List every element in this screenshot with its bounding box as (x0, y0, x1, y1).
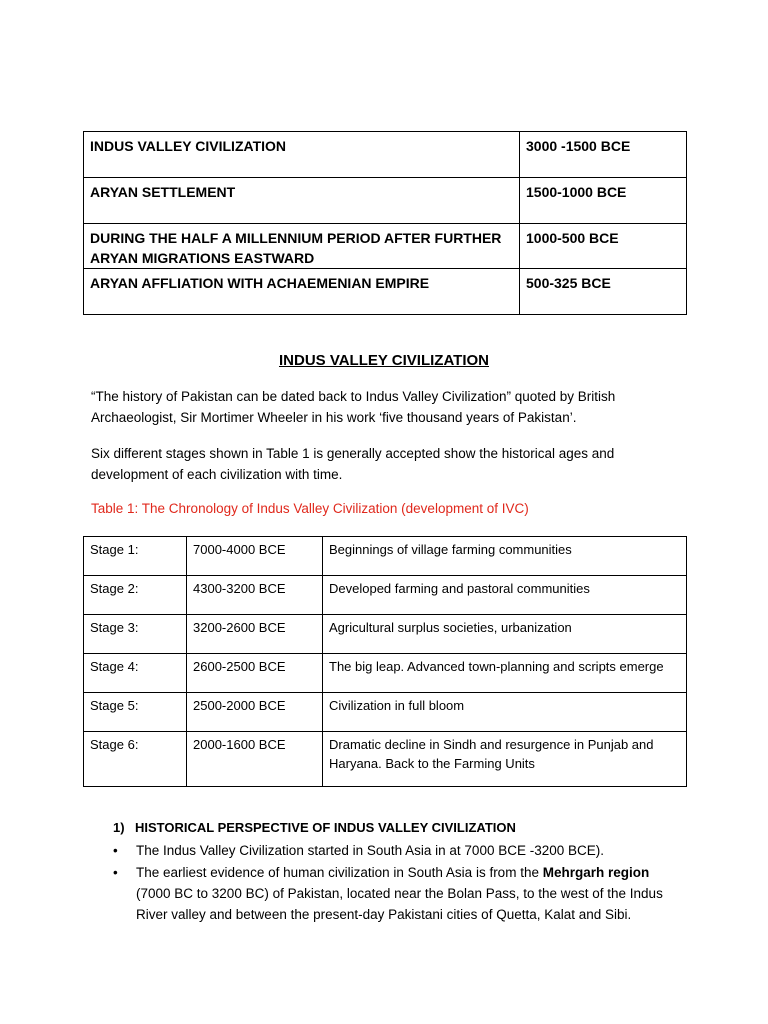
stage-description: Developed farming and pastoral communities (323, 576, 687, 615)
table-row (84, 132, 687, 178)
stage-label: Stage 4: (84, 654, 187, 693)
stage-description: Beginnings of village farming communities (323, 537, 687, 576)
bullet-list (113, 840, 673, 926)
era-label: ARYAN AFFLIATION WITH ACHAEMENIAN EMPIRE (84, 269, 520, 315)
table-caption: Table 1: The Chronology of Indus Valley Civilization (development of IVC) (91, 501, 529, 516)
section-title (113, 820, 516, 835)
era-period: 1000-500 BCE (520, 224, 687, 269)
era-label: DURING THE HALF A MILLENNIUM PERIOD AFTER FURTHER ARYAN MIGRATIONS EASTWARD (84, 224, 520, 269)
table-row (84, 224, 687, 269)
bullet-text: The Indus Valley Civilization started in South Asia in at 7000 BCE -3200 BCE). (136, 843, 604, 858)
bullet-emphasis: Mehrgarh region (542, 865, 650, 880)
stage-label: Stage 3: (84, 615, 187, 654)
era-period: 1500-1000 BCE (520, 178, 687, 224)
stage-label: Stage 2: (84, 576, 187, 615)
stage-label: Stage 6: (84, 732, 187, 787)
bullet-icon: • (113, 843, 118, 858)
table-row (84, 615, 687, 654)
stage-label: Stage 1: (84, 537, 187, 576)
era-table (83, 131, 687, 315)
stage-period: 2500-2000 BCE (187, 693, 323, 732)
table-row (84, 537, 687, 576)
era-label: INDUS VALLEY CIVILIZATION (84, 132, 520, 178)
table-row (84, 732, 687, 787)
stage-period: 3200-2600 BCE (187, 615, 323, 654)
era-period: 3000 -1500 BCE (520, 132, 687, 178)
section-title-text: HISTORICAL PERSPECTIVE OF INDUS VALLEY CIVILIZATION (135, 820, 516, 835)
era-label: ARYAN SETTLEMENT (84, 178, 520, 224)
list-item (113, 862, 673, 925)
stage-period: 2000-1600 BCE (187, 732, 323, 787)
table-row (84, 269, 687, 315)
table-row (84, 576, 687, 615)
bullet-text-post: (7000 BC to 3200 BC) of Pakistan, located near the Bolan Pass, to the west of the Indus River valley and between the present-day Pakistani cities of Quetta, Kalat and Sibi. (136, 886, 663, 922)
stage-period: 7000-4000 BCE (187, 537, 323, 576)
stage-description: Civilization in full bloom (323, 693, 687, 732)
stage-description: Agricultural surplus societies, urbanization (323, 615, 687, 654)
era-period: 500-325 BCE (520, 269, 687, 315)
stage-period: 4300-3200 BCE (187, 576, 323, 615)
paragraph-stages: Six different stages shown in Table 1 is generally accepted show the historical ages and development of each civilization with time. (91, 446, 615, 482)
stage-period: 2600-2500 BCE (187, 654, 323, 693)
stage-description: Dramatic decline in Sindh and resurgence in Punjab and Haryana. Back to the Farming Units (323, 732, 687, 787)
section-heading: INDUS VALLEY CIVILIZATION (278, 352, 489, 369)
bullet-text-pre: The earliest evidence of human civilization in South Asia is from the (136, 865, 543, 880)
table-row (84, 178, 687, 224)
list-item (113, 840, 673, 861)
stages-table (83, 536, 687, 787)
stage-description: The big leap. Advanced town-planning and scripts emerge (323, 654, 687, 693)
section-number: 1) (113, 820, 125, 835)
stage-label: Stage 5: (84, 693, 187, 732)
bullet-icon: • (113, 865, 118, 880)
paragraph-quote: “The history of Pakistan can be dated back to Indus Valley Civilization” quoted by British Archaeologist, Sir Mortimer Wheeler in his work ‘five thousand years of Pakistan’. (91, 389, 616, 425)
table-row (84, 654, 687, 693)
table-row (84, 693, 687, 732)
